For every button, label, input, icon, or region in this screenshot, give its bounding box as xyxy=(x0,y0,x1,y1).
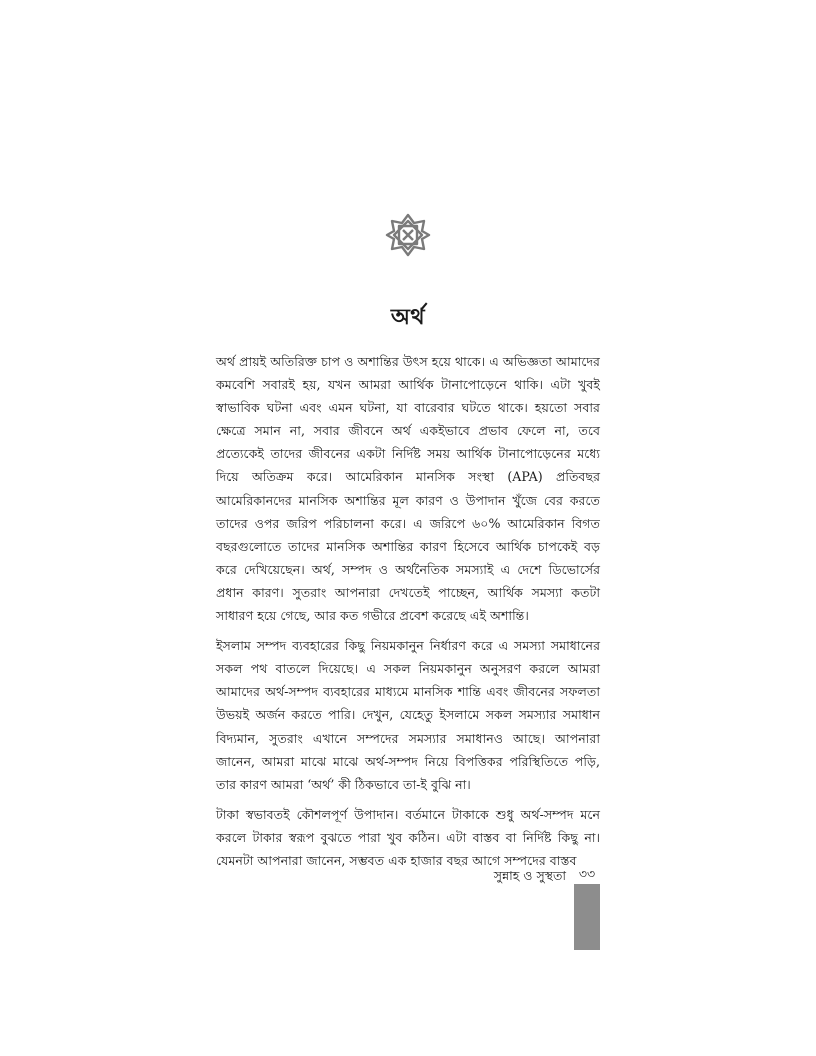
paragraph: অর্থ প্রায়ই অতিরিক্ত চাপ ও অশান্তির উৎস হয়ে থাকে। এ অভিজ্ঞতা আমাদের কমবেশি সবারই হয়, যখন আমরা আর্থিক টানাপোড়েনে থাকি। এটা খুবই স্বাভাবিক ঘটনা এবং এমন ঘটনা, যা বারেবার ঘটতে থাকে। হয়তো সবার ক্ষেত্রে সমান না, সবার জীবনে অর্থ একইভাবে প্রভাব ফেলে না, তবে প্রত্যেকেই তাদের জীবনের একটা নির্দিষ্ট সময় আর্থিক টানাপোড়েনের মধ্যে দিয়ে অতিক্রম করে। আমেরিকান মানসিক সংস্থা (APA) প্রতিবছর আমেরিকানদের মানসিক অশান্তির মূল কারণ ও উপাদান খুঁজে বের করতে তাদের ওপর জরিপ পরিচালনা করে। এ জরিপে ৬০% আমেরিকান বিগত বছরগুলোতে তাদের মানসিক অশান্তির কারণ হিসেবে আর্থিক চাপকেই বড় করে দেখিয়েছেন। অর্থ, সম্পদ ও অর্থনৈতিক সমস্যাই এ দেশে ডিভোর্সের প্রধান কারণ। সুতরাং আপনারা দেখতেই পাচ্ছেন, আর্থিক সমস্যা কতটা সাধারণ হয়ে গেছে, আর কত গভীরে প্রবেশ করেছে এই অশান্তি। xyxy=(216,354,600,624)
star-knot-ornament-icon xyxy=(385,212,431,258)
chapter-title: অর্থ xyxy=(390,304,426,330)
page-number: ৩৩ xyxy=(578,866,596,881)
page-edge-tab xyxy=(574,886,600,950)
paragraph: ইসলাম সম্পদ ব্যবহারের কিছু নিয়মকানুন নির্ধারণ করে এ সমস্যা সমাধানের সকল পথ বাতলে দিয়েছে। এ সকল নিয়মকানুন অনুসরণ করলে আমরা আমাদের অর্থ-সম্পদ ব্যবহারের মাধ্যমে মানসিক শান্তি এবং জীবনের সফলতা উভয়ই অর্জন করতে পারি। দেখুন, যেহেতু ইসলামে সকল সমস্যার সমাধান বিদ্যমান, সুতরাং এখানে সম্পদের সমস্যার সমাধানও আছে। আপনারা জানেন, আমরা মাঝে মাঝে অর্থ-সম্পদ নিয়ে বিপত্তিকর পরিস্থিতিতে পড়ি, তার কারণ আমরা ‘অর্থ’ কী ঠিকভাবে তা-ই বুঝি না। xyxy=(216,638,600,792)
running-footer-book-title: সুন্নাহ ও সুস্থতা xyxy=(493,868,566,883)
paragraph: টাকা স্বভাবতই কৌশলপূর্ণ উপাদান। বর্তমানে টাকাকে শুধু অর্থ-সম্পদ মনে করলে টাকার স্বরূপ বুঝতে পারা খুব কঠিন। এটা বাস্তব বা নির্দিষ্ট কিছু না। যেমনটা আপনারা জানেন, সম্ভবত এক হাজার বছর আগে সম্পদের বাস্তব xyxy=(216,806,600,868)
body-text xyxy=(216,350,600,879)
